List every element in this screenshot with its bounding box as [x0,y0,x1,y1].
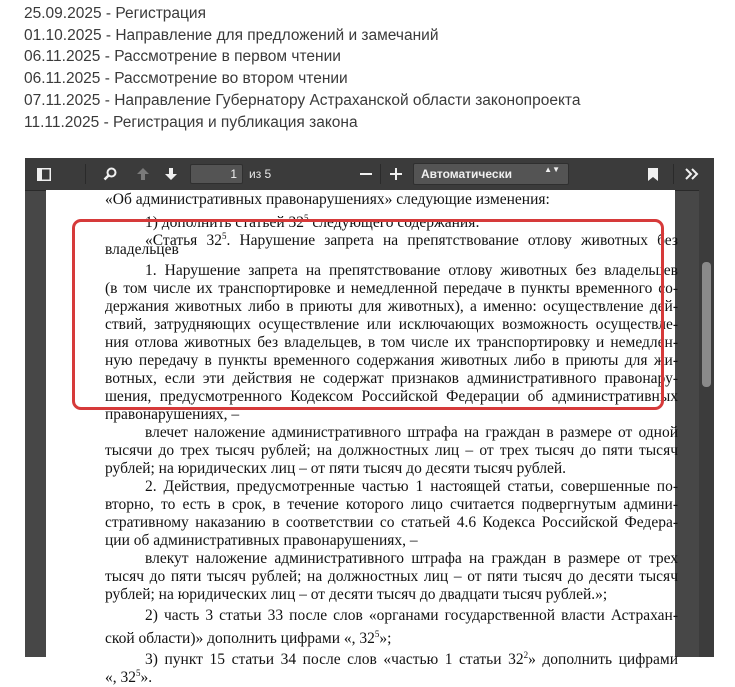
timeline-item: 06.11.2025 - Рассмотрение в первом чтении [24,48,341,66]
doc-line: «Статья $32^5$. Нарушение запрета на препятствование отлову животных без [145,231,678,250]
doc-line: рублей; на юридических лиц – от пяти тысяч до десяти тысяч рублей. [105,460,567,477]
zoom-value: Автоматически [421,167,512,181]
doc-line: «Об административных правонарушениях» следующие изменения: [105,191,550,208]
doc-line: вотных, если эти действия не содержат признаков административного правонару- [105,370,678,387]
zoom-select[interactable] [413,163,569,185]
doc-line: (в том числе их транспортировке и немедленной передаче в пункты временного со- [105,280,678,297]
timeline-item: 01.10.2025 - Направление для предложений и замечаний [24,26,439,44]
doc-line: влечет наложение административного штрафа на граждан в размере от одной [145,424,678,441]
timeline-item: 11.11.2025 - Регистрация и публикация закона [24,113,358,131]
zoom-out-icon[interactable] [357,158,375,190]
scrollbar-thumb[interactable] [702,262,711,387]
doc-line: вторно, то есть в срок, в течение которого лицо считается подвергнутым админи- [105,496,678,513]
doc-line: ную передачу в пункты временного содержания животных либо в приюты для жи- [105,352,678,369]
doc-line: правонарушениях, – [105,406,240,423]
pdf-toolbar [25,158,714,191]
previous-page-icon[interactable] [133,158,153,190]
doc-line: 1. Нарушение запрета на препятствование отлову животных без владельцев [145,262,678,279]
search-icon[interactable] [99,158,121,190]
doc-line: владельцев [105,241,179,258]
doc-line: шения, предусмотренного Кодексом Российской Федерации об административных [105,388,678,405]
doc-line: 1) дополнить статьей $32^5$ следующего содержания: [145,213,480,232]
doc-line: ской области)» дополнить цифрами «, $32^5$»; [105,629,392,648]
bookmark-icon[interactable] [645,158,661,190]
vertical-scrollbar[interactable] [699,190,714,657]
doc-line: стративному наказанию в соответствии со статьей 4.6 Кодекса Российской Федера- [105,514,678,531]
highlight-box [72,219,664,410]
timeline-item: 06.11.2025 - Рассмотрение во втором чтении [24,70,348,88]
doc-line: влекут наложение административного штрафа на граждан в размере от трех [145,550,678,567]
doc-line: ствий, затрудняющих осуществление или исключающих возможность осуществле- [105,316,678,333]
doc-line: тысяч до пяти тысяч рублей; на должностных лиц – от пяти тысяч до десяти тысяч [105,568,678,585]
doc-line: ции об административных правонарушениях, – [105,532,418,549]
doc-line: ния отлова животных без владельцев, в том числе их транспортировку и немедлен- [105,334,678,351]
select-arrows-icon: ▲▼ [544,165,560,174]
doc-line: тысячи до трех тысяч рублей; на должностных лиц – от трех тысяч до пяти тысяч [105,442,678,459]
page-count-label: из 5 [249,167,272,181]
sidebar-toggle-icon[interactable] [33,158,55,190]
tools-menu-icon[interactable] [681,158,703,190]
timeline-item: 25.09.2025 - Регистрация [24,5,206,22]
timeline-list [24,3,580,133]
doc-line: «, $32^5$». [105,668,153,687]
doc-line: рублей; на юридических лиц – от десяти тысяч до двадцати тысяч рублей.»; [105,586,608,603]
zoom-in-icon[interactable] [387,158,405,190]
doc-line: 3) пункт 15 статьи 34 после слов «частью 1 статьи $32^2$» дополнить цифрами [145,650,678,669]
timeline-item: 07.11.2025 - Направление Губернатору Астраханской области законопроекта [24,91,581,109]
doc-line: держания животных либо в приюты для животных), а именно: осуществление дей- [105,298,678,315]
doc-line: 2. Действия, предусмотренные частью 1 настоящей статьи, совершенные по- [145,478,678,495]
next-page-icon[interactable] [161,158,181,190]
doc-line: 2) часть 3 статьи 33 после слов «органами государственной власти Астрахан- [145,607,678,624]
page-number-input[interactable]: 1 [190,164,243,184]
